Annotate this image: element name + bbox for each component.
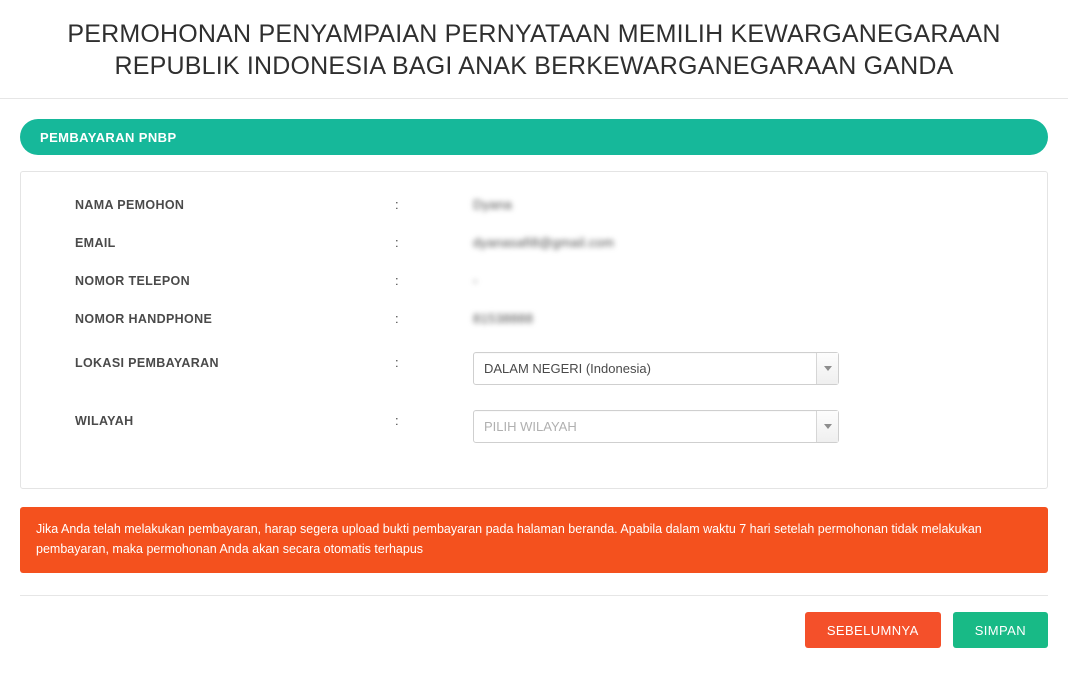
- field-label-lokasi-pembayaran: LOKASI PEMBAYARAN: [75, 356, 219, 370]
- field-value-nama-pemohon: Dyana: [473, 197, 513, 212]
- warning-banner: [20, 507, 1048, 573]
- field-label-nomor-handphone: NOMOR HANDPHONE: [75, 312, 213, 326]
- field-value-nomor-handphone: 81538888: [473, 311, 534, 326]
- page-title: [40, 18, 1028, 82]
- select-wilayah-value: PILIH WILAYAH: [484, 419, 577, 434]
- save-button[interactable]: SIMPAN: [953, 612, 1048, 648]
- field-row-nama-pemohon: [21, 194, 1047, 232]
- field-label-nama-pemohon: NAMA PEMOHON: [75, 198, 185, 212]
- field-row-lokasi-pembayaran: [21, 352, 1047, 400]
- field-colon: :: [395, 197, 399, 212]
- field-row-email: [21, 232, 1047, 270]
- field-row-wilayah: [21, 410, 1047, 458]
- section-banner: [20, 119, 1048, 155]
- field-label-nomor-telepon: NOMOR TELEPON: [75, 274, 190, 288]
- form-card: [20, 171, 1048, 489]
- page-title-line-1: PERMOHONAN PENYAMPAIAN PERNYATAAN MEMILIH KEWARGANEGARAAN: [67, 20, 1001, 48]
- field-row-nomor-handphone: [21, 308, 1047, 346]
- select-lokasi-pembayaran-value: DALAM NEGERI (Indonesia): [484, 361, 651, 376]
- field-value-email: dyanasafi8@gmail.com: [473, 235, 615, 250]
- select-wilayah[interactable]: [473, 410, 839, 443]
- field-colon: :: [395, 235, 399, 250]
- field-label-email: EMAIL: [75, 236, 116, 250]
- field-colon: :: [395, 355, 399, 370]
- section-banner-label: PEMBAYARAN PNBP: [40, 129, 177, 145]
- field-colon: :: [395, 311, 399, 326]
- form-card-wrap: [0, 155, 1068, 489]
- chevron-down-icon[interactable]: [816, 353, 838, 384]
- field-value-nomor-telepon: -: [473, 273, 478, 288]
- field-row-nomor-telepon: [21, 270, 1047, 308]
- warning-text: Jika Anda telah melakukan pembayaran, harap segera upload bukti pembayaran pada halaman beranda. Apabila dalam waktu 7 hari setelah permohonan tidak melakukan pembayaran, maka permohonan Anda akan secara otomatis terhapus: [36, 522, 982, 556]
- page-title-line-2: REPUBLIK INDONESIA BAGI ANAK BERKEWARGANEGARAAN GANDA: [114, 52, 954, 80]
- page-header: [0, 0, 1068, 99]
- section-banner-wrap: [0, 99, 1068, 155]
- chevron-down-icon[interactable]: [816, 411, 838, 442]
- field-colon: :: [395, 273, 399, 288]
- select-lokasi-pembayaran[interactable]: [473, 352, 839, 385]
- warning-wrap: [0, 489, 1068, 573]
- field-label-wilayah: WILAYAH: [75, 414, 134, 428]
- footer-actions: [0, 596, 1068, 648]
- field-colon: :: [395, 413, 399, 428]
- previous-button[interactable]: SEBELUMNYA: [805, 612, 941, 648]
